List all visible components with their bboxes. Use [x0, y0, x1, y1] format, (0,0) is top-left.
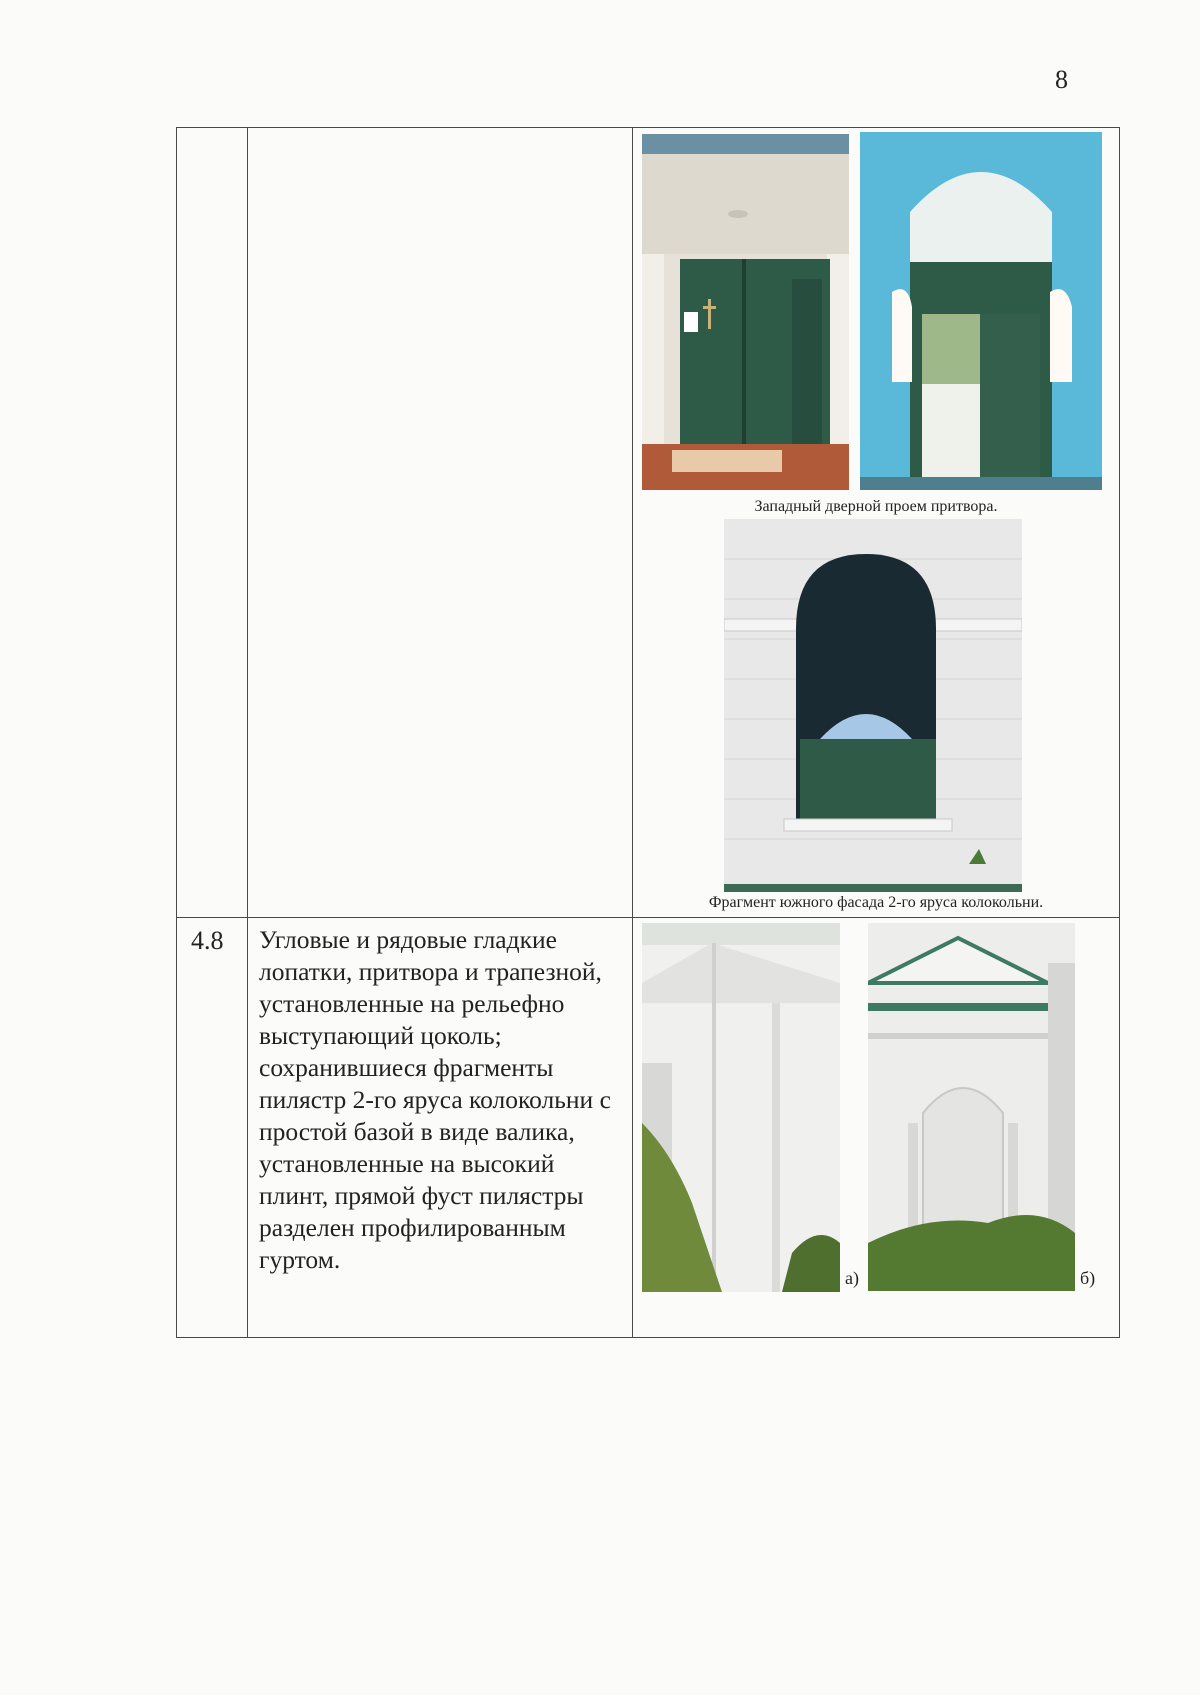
page-number: 8 — [1055, 65, 1068, 94]
photo-west-door-interior — [860, 132, 1102, 490]
description-cell — [248, 128, 633, 918]
photo-belfry-south-facade — [724, 519, 1022, 892]
photo-corner-pilasters — [642, 923, 840, 1292]
row-number: 4.8 — [177, 918, 248, 1338]
caption-belfry-facade: Фрагмент южного фасада 2-го яруса колокольни. — [708, 894, 1044, 911]
photo-pediment-pilaster — [868, 923, 1075, 1291]
number-cell — [177, 128, 248, 918]
table-row — [177, 918, 1120, 1338]
description-table — [176, 127, 1120, 1338]
image-cell — [633, 128, 1120, 918]
label-a: а) — [845, 1268, 859, 1288]
image-cell — [633, 918, 1120, 1338]
label-b: б) — [1080, 1268, 1096, 1288]
row-description: Угловые и рядовые гладкие лопатки, притвора и трапезной, установленные на рельефно выступающий цоколь; сохранившиеся фрагменты пилястр 2-го яруса колокольни с простой базой в виде валика, установленные на высокий плинт, прямой фуст пилястры разделен профилированным гуртом. — [248, 918, 633, 1338]
photo-west-door-exterior — [642, 134, 849, 490]
caption-west-door: Западный дверной проем притвора. — [754, 498, 998, 515]
table-row — [177, 128, 1120, 918]
